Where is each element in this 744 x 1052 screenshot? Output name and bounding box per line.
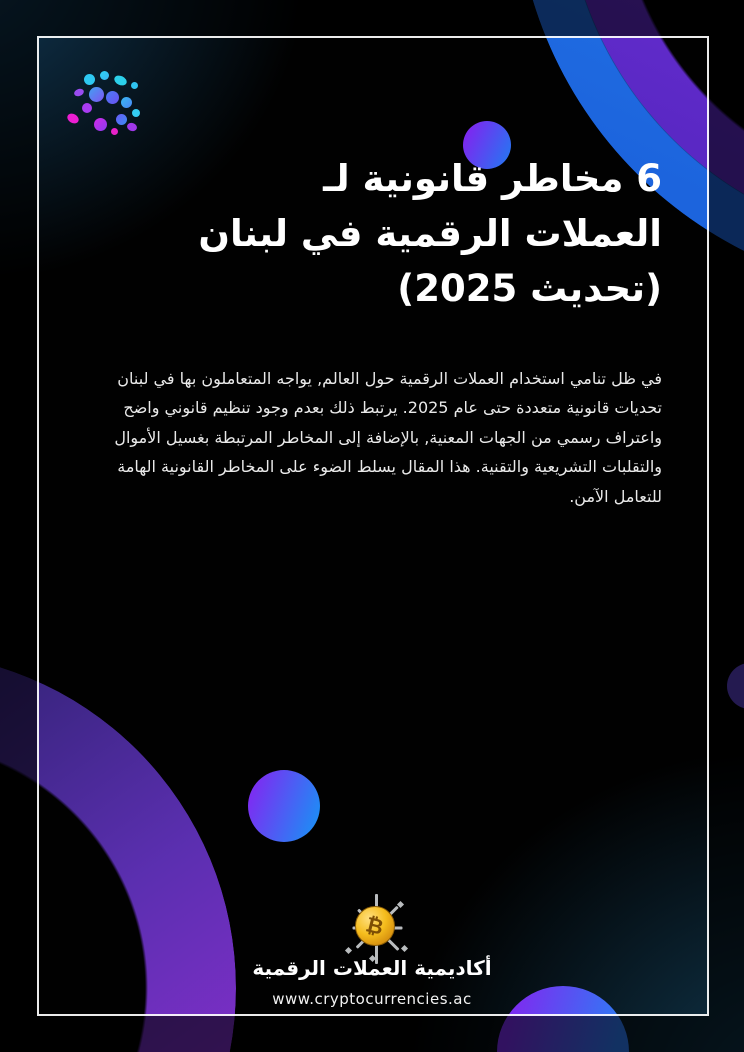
bitcoin-symbol: ₿ (363, 911, 387, 940)
emblem-square (401, 945, 408, 952)
blob-dot (66, 112, 81, 126)
title-line-3: (تحديث 2025) (397, 266, 662, 310)
blob-dot (94, 118, 107, 131)
title-line-1: 6 مخاطر قانونية لـ (323, 157, 662, 200)
blob-dot (111, 128, 118, 135)
blob-dot (121, 97, 132, 108)
bitcoin-coin-icon (355, 906, 395, 946)
blob-dot (106, 91, 119, 104)
blob-dot (100, 71, 109, 80)
molecule-blob-logo-icon (64, 62, 154, 152)
blob-dot (89, 87, 104, 102)
emblem-square (345, 947, 352, 954)
blob-dot (73, 88, 85, 98)
intro-paragraph: في ظل تنامي استخدام العملات الرقمية حول العالم, يواجه المتعاملون بها في لبنان تحديات قانونية متعددة حتى عام 2025. يرتبط ذلك بعدم وجود تنظيم قانوني واضح واعتراف رسمي من الجهات المعنية, بالإضافة إلى المخاطر المرتبطة بغسيل الأموال والتقلبات التشريعية والتقنية. هذا المقال يسلط الضوء على المخاطر القانونية الهامة للتعامل الآمن. (114, 369, 662, 506)
blob-dot (116, 114, 127, 125)
blob-dot (113, 74, 129, 88)
blob-dot (126, 122, 138, 133)
blob-dot (82, 103, 92, 113)
organization-name: أكاديمية العملات الرقمية (252, 956, 492, 980)
page-title (102, 152, 662, 316)
title-line-2: العملات الرقمية في لبنان (198, 211, 662, 255)
website-url: www.cryptocurrencies.ac (272, 990, 472, 1008)
blob-dot (132, 109, 140, 117)
blob-dot (84, 74, 95, 85)
blob-dot (131, 82, 138, 89)
